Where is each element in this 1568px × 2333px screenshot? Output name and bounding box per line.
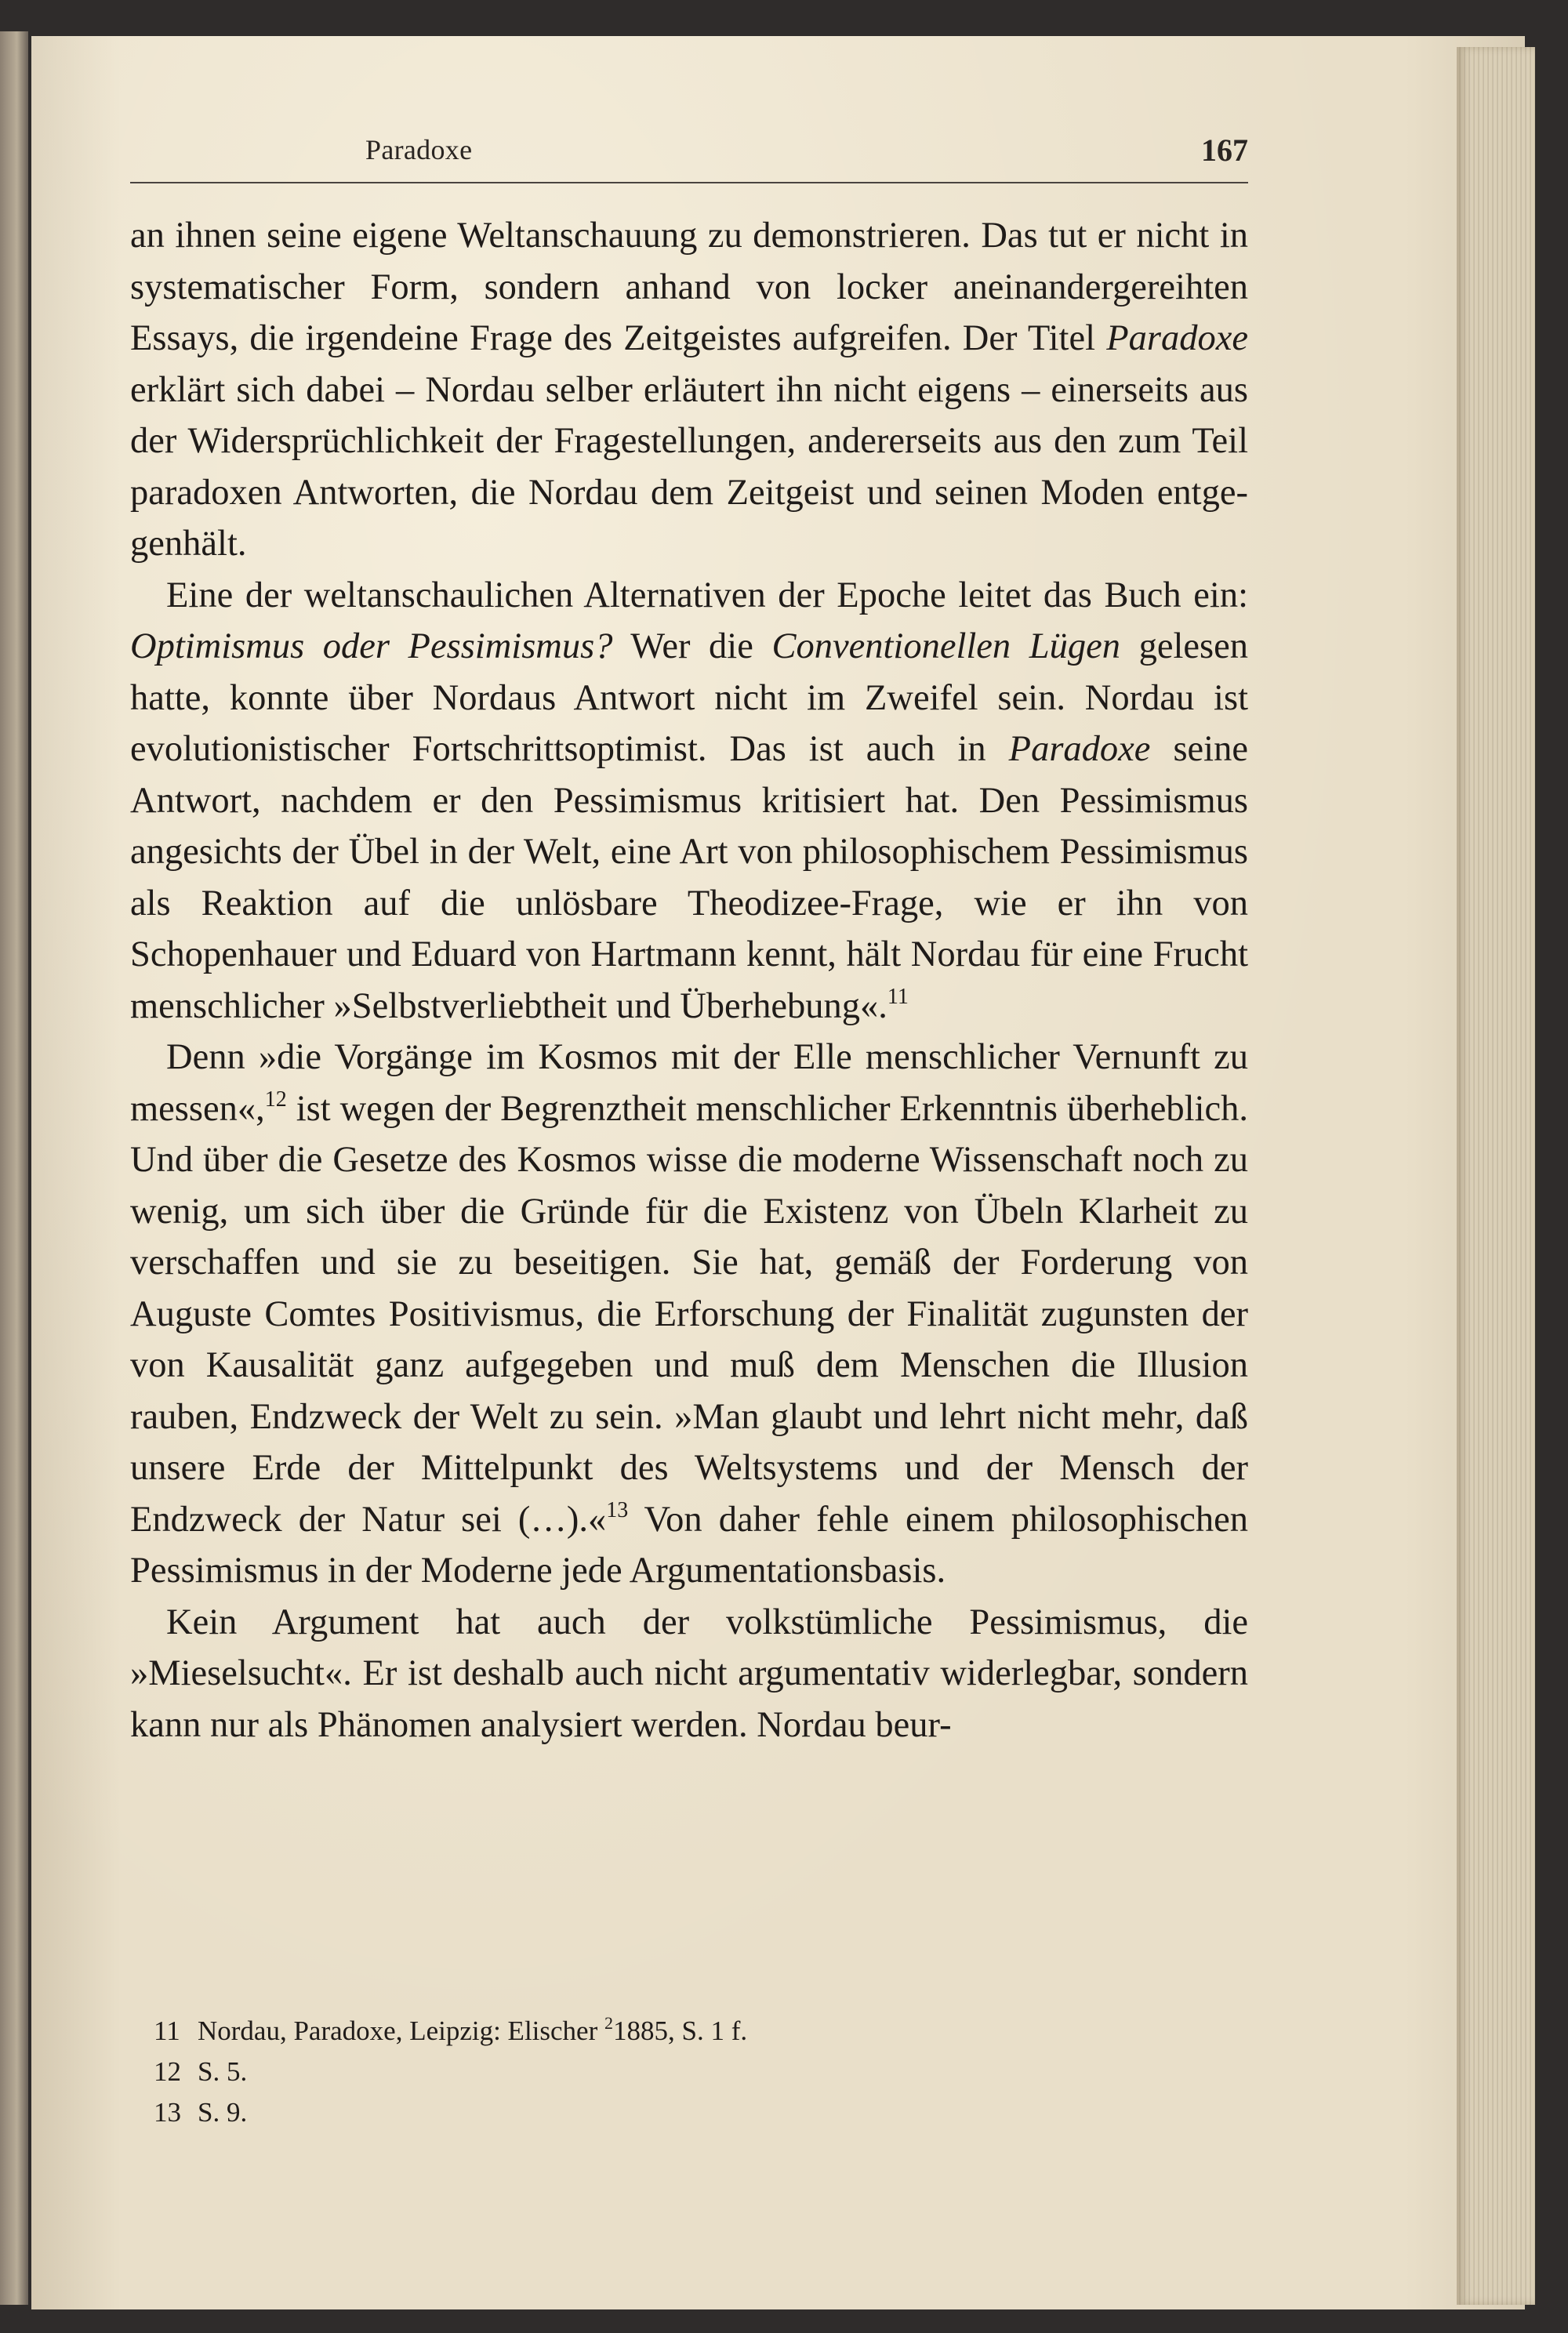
page-edges (1457, 47, 1535, 2305)
body-text (130, 210, 1248, 1751)
footnote-13: 13 S. 9. (154, 2097, 248, 2128)
footnote-ref-12: 12 (264, 1087, 287, 1112)
page-number: 167 (1201, 132, 1248, 168)
facing-page-edge (0, 31, 28, 2305)
header-rule (130, 182, 1248, 183)
footnotes (154, 2011, 1173, 2133)
footnote-12: 12 S. 5. (154, 2056, 248, 2087)
paragraph-1: an ihnen seine eigene Weltanschauung zu demonstrieren. Das tut er nicht in systematischer Form, sondern anhand von locker aneinandergereihten Essays, die irgendeine Frage des Zeitgeistes aufgreifen. Der Titel Paradoxe erklärt sich dabei – Nordau selber erläutert ihn nicht eigens – einerseits aus der Widersprüchlichkeit der Fragestellungen, andererseits aus den zum Teil paradoxen Antworten, die Nordau dem Zeitgeist und seinen Moden entgegenhält. (130, 216, 1248, 564)
footnote-ref-11: 11 (887, 984, 909, 1009)
paragraph-3: Denn »die Vorgänge im Kosmos mit der Elle menschlicher Vernunft zu messen«,$^{12}$ ist wegen der Begrenztheit menschlicher Erkenntnis überheblich. Und über die Gesetze des Kosmos wisse die moderne Wissenschaft noch zu wenig, um sich über die Gründe für die Existenz von Übeln Klarheit zu verschaffen und sie zu beseitigen. Sie hat, gemäß der Forderung von Auguste Comtes Positivismus, die Erforschung der Finalität zugunsten der von Kausalität ganz aufgegeben und muß dem Menschen die Illusion rauben, Endzweck der Welt zu sein. »Man glaubt und lehrt nicht mehr, daß unsere Erde der Mittelpunkt des Weltsystems und der Mensch der Endzweck der Natur sei (…).«$^{13}$ Von daher fehle einem philosophischen Pessimismus in der Moderne jede Argumentationsbasis. (130, 1037, 1248, 1591)
paragraph-4: Kein Argument hat auch der volkstümliche Pessimismus, die »Mieselsucht«. Er ist deshalb auch nicht argumentativ widerlegbar, sondern kann nur als Phänomen analysiert werden. Nordau beur- (130, 1602, 1248, 1745)
footnote-11: 11 Nordau, Paradoxe, Leipzig: Elischer $^2$1885, S. 1 f. (154, 2013, 748, 2046)
paragraph-2: Eine der weltanschaulichen Alternativen der Epoche leitet das Buch ein: Optimismus oder Pessimismus? Wer die Conventionellen Lügen gelesen hatte, konnte über Nordaus Antwort nicht im Zweifel sein. Nordau ist evolutionistischer Fortschrittsoptimist. Das ist auch in Paradoxe seine Antwort, nachdem er den Pessimismus kritisiert hat. Den Pessimismus angesichts der Übel in der Welt, eine Art von philosophischem Pessimismus als Reaktion auf die unlösbare Theodizee-Frage, wie er ihn von Schopenhauer und Eduard von Hartmann kennt, hält Nordau für eine Frucht menschlicher »Selbstverliebtheit und Überhebung«.$^{11}$ (130, 575, 1248, 1026)
footnote-ref-13: 13 (606, 1497, 629, 1522)
running-head: Paradoxe (365, 134, 473, 165)
